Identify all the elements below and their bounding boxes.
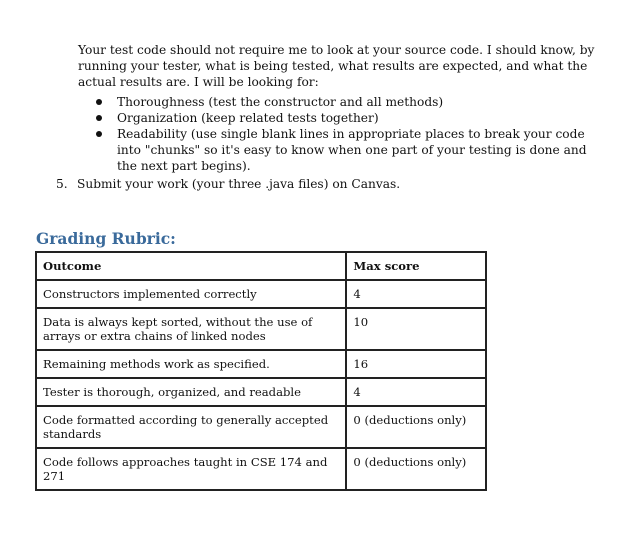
score-cell: 16: [346, 350, 486, 378]
rubric-heading: Grading Rubric:: [36, 229, 176, 248]
score-cell: 0 (deductions only): [346, 448, 486, 490]
outcome-cell: Code formatted according to generally accepted standards: [36, 406, 346, 448]
instructions-paragraph: Your test code should not require me to look at your source code. I should know, by running your tester, what is being tested, what results are expected, and what the actual results are. I will be looking for:: [78, 43, 595, 89]
outcome-header: Outcome: [36, 252, 346, 280]
list-item-text: Readability (use single blank lines in appropriate places to break your code into "chunks" so it's easy to know when one part of your testing is done and the next part begins).: [117, 127, 587, 173]
bullet-icon: [96, 115, 102, 121]
table-row: [36, 378, 486, 406]
list-item: [96, 110, 596, 126]
rubric-table: [35, 251, 487, 491]
list-item: [96, 94, 596, 110]
score-cell: 4: [346, 378, 486, 406]
bullet-icon: [96, 131, 102, 137]
list-item-text: Thoroughness (test the constructor and all methods): [117, 95, 444, 109]
outcome-cell: Tester is thorough, organized, and readable: [36, 378, 346, 406]
score-cell: 10: [346, 308, 486, 350]
table-row: [36, 308, 486, 350]
bullet-icon: [96, 99, 102, 105]
table-row: [36, 350, 486, 378]
score-cell: 4: [346, 280, 486, 308]
table-header-row: [36, 252, 486, 280]
score-cell: 0 (deductions only): [346, 406, 486, 448]
step-text: Submit your work (your three .java files) on Canvas.: [77, 177, 401, 191]
outcome-cell: Constructors implemented correctly: [36, 280, 346, 308]
list-item-text: Organization (keep related tests together): [117, 111, 379, 125]
outcome-cell: Remaining methods work as specified.: [36, 350, 346, 378]
table-row: [36, 448, 486, 490]
list-item: [96, 126, 596, 174]
outcome-cell: Data is always kept sorted, without the use of arrays or extra chains of linked nodes: [36, 308, 346, 350]
step-5: [56, 176, 400, 192]
outcome-cell: Code follows approaches taught in CSE 174 and 271: [36, 448, 346, 490]
table-row: [36, 406, 486, 448]
max-score-header: Max score: [346, 252, 486, 280]
step-number: 5.: [56, 177, 68, 191]
criteria-list: [96, 94, 596, 174]
table-row: [36, 280, 486, 308]
